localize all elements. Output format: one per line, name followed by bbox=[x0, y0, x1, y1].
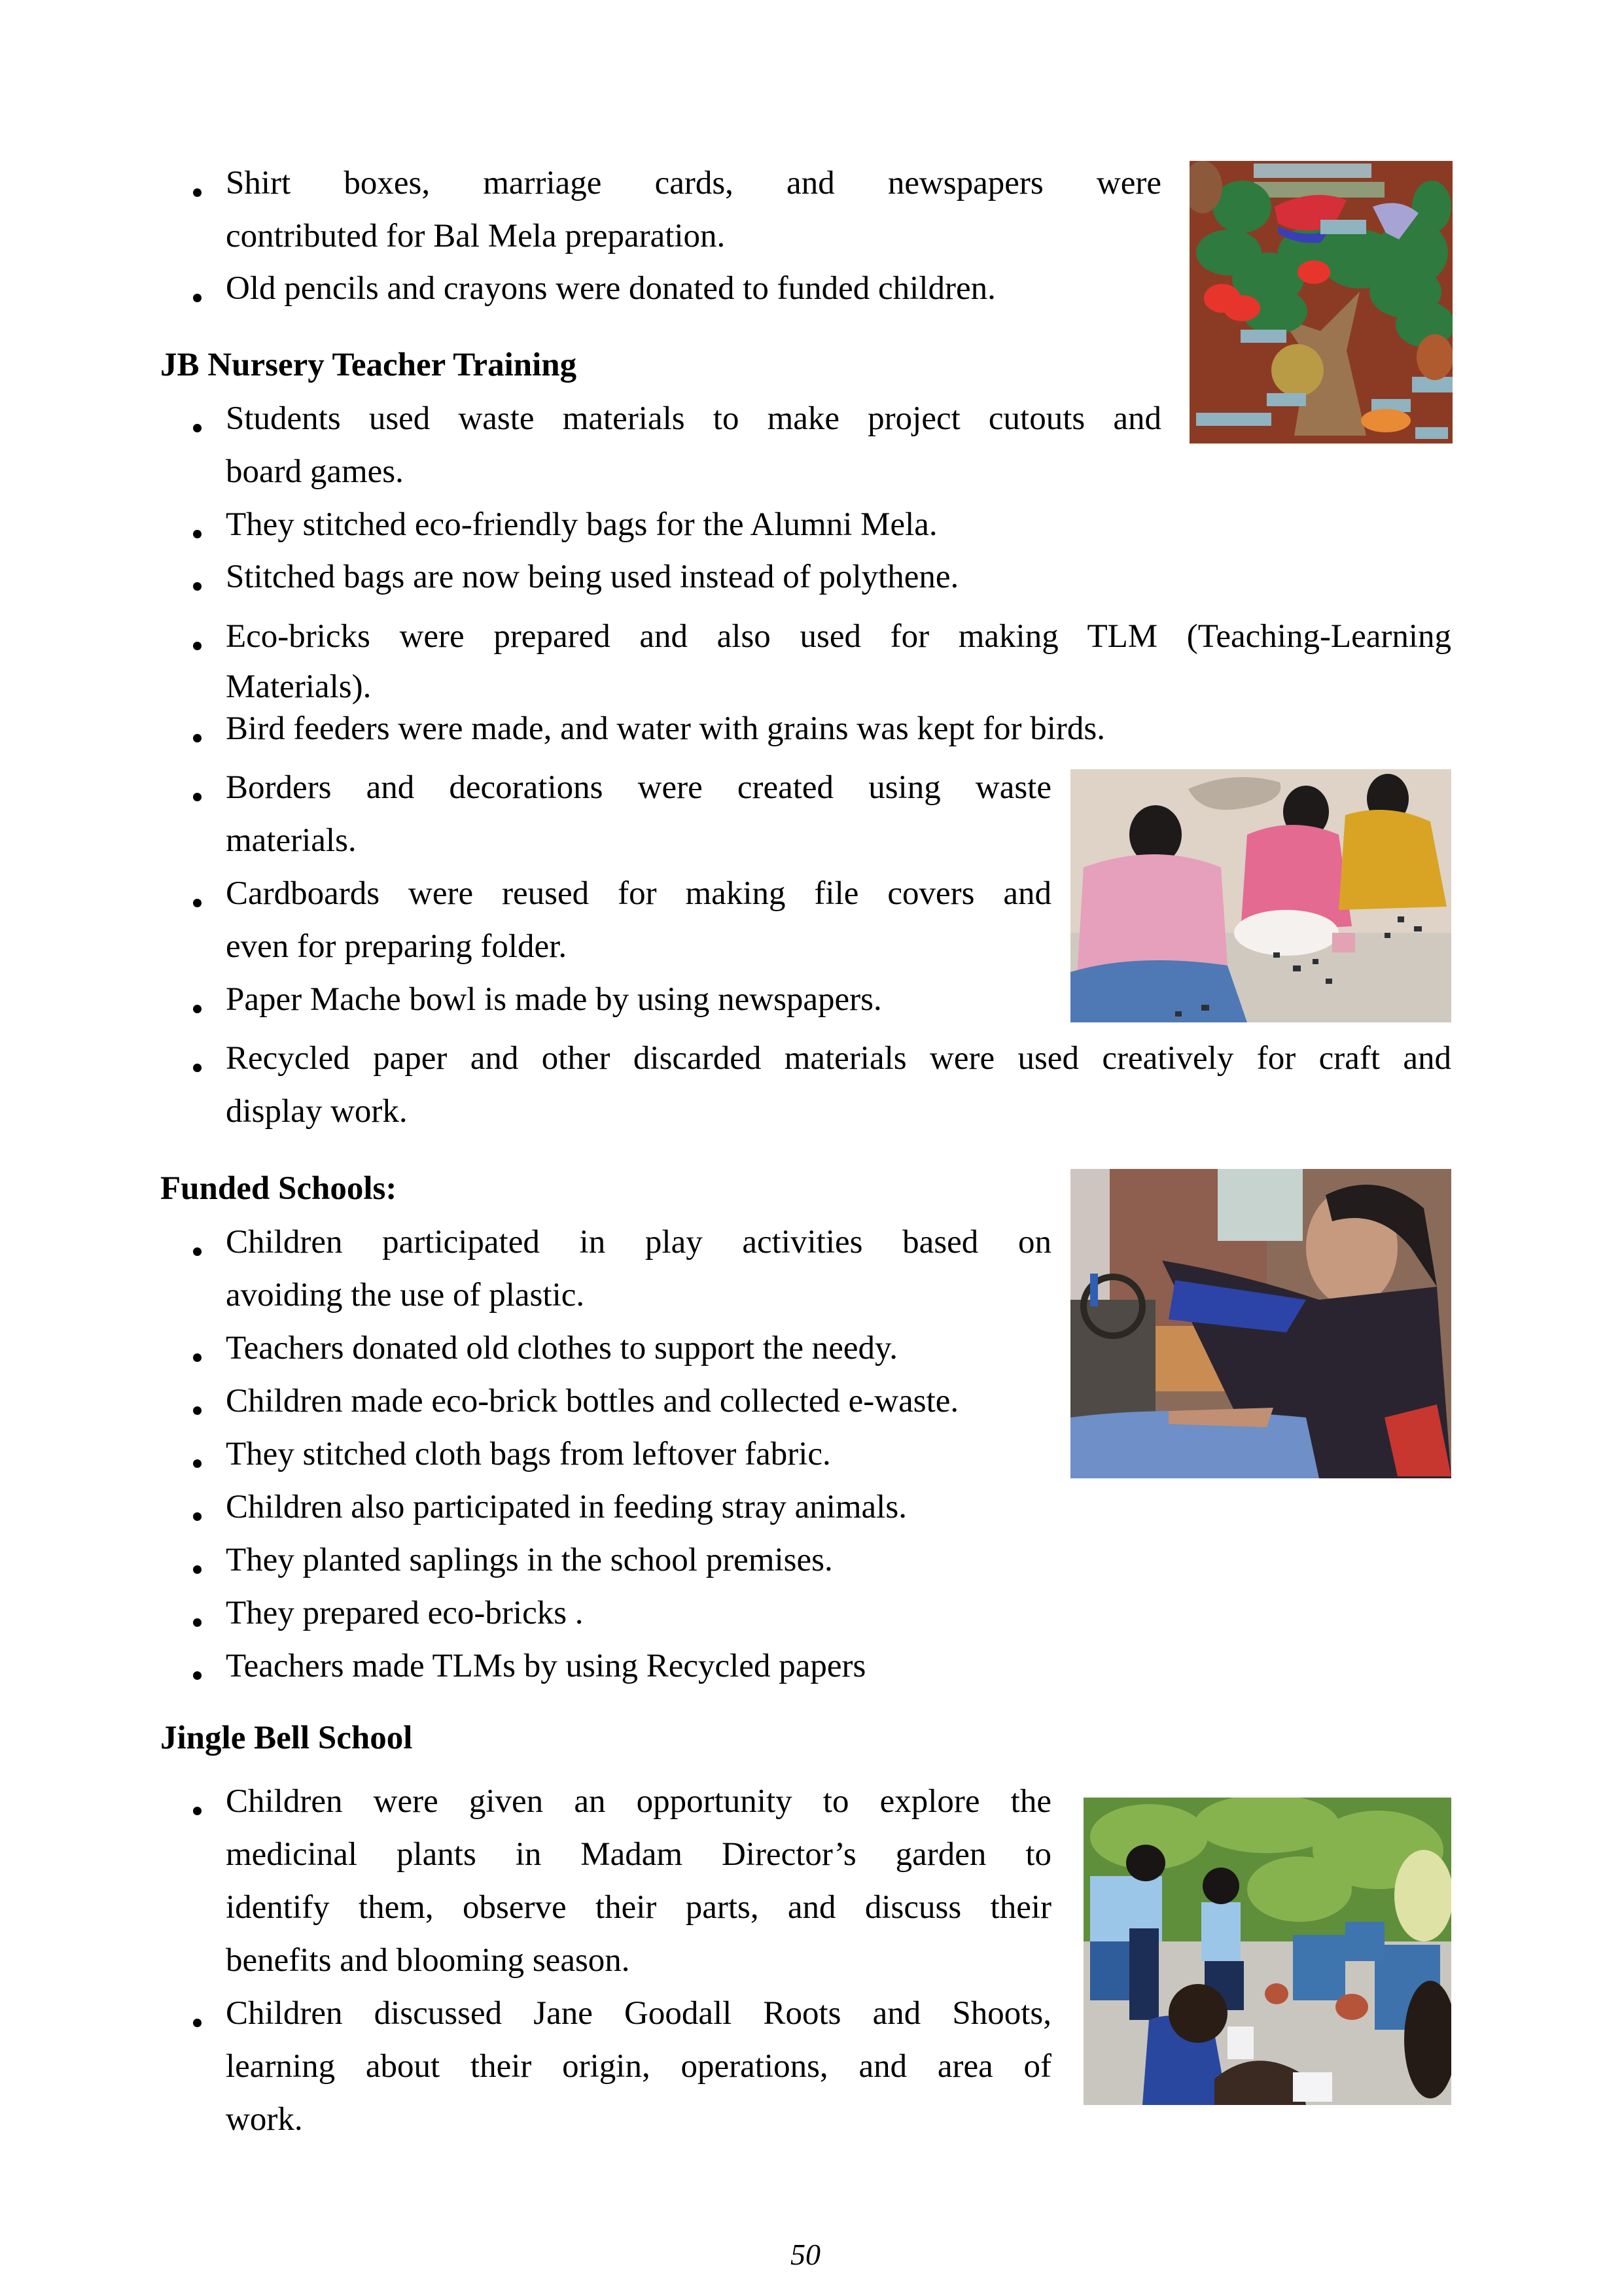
parts-of-tree-display-photo bbox=[1190, 161, 1453, 444]
bullet-icon bbox=[193, 642, 202, 650]
list-item-text: They stitched cloth bags from leftover fabric. bbox=[226, 1436, 831, 1472]
list-item-text: materials. bbox=[226, 822, 357, 859]
bullet-icon bbox=[193, 734, 202, 742]
section-heading-jb-nursery: JB Nursery Teacher Training bbox=[160, 347, 577, 383]
bullet-icon bbox=[193, 793, 202, 801]
bullet-icon bbox=[193, 2019, 202, 2027]
bullet-icon bbox=[193, 424, 202, 432]
bullet-icon bbox=[193, 1512, 202, 1521]
list-item-text: They prepared eco-bricks . bbox=[226, 1595, 584, 1631]
list-item-text: work. bbox=[226, 2101, 303, 2138]
list-item-text: medicinal plants in Madam Director’s garden to bbox=[226, 1836, 1051, 1873]
bullet-icon bbox=[193, 582, 202, 591]
sewing-scene-icon bbox=[1070, 1169, 1451, 1478]
section-heading-jingle-bell: Jingle Bell School bbox=[160, 1720, 413, 1756]
list-item-text: benefits and blooming season. bbox=[226, 1942, 630, 1979]
bullet-icon bbox=[193, 1807, 202, 1815]
list-item-text: They stitched eco-friendly bags for the Alumni Mela. bbox=[226, 506, 938, 543]
list-item-text: Children participated in play activities based on bbox=[226, 1224, 1051, 1261]
students-making-eco-bricks-photo bbox=[1070, 769, 1451, 1022]
bullet-icon bbox=[193, 294, 202, 302]
list-item-text: Teachers made TLMs by using Recycled papers bbox=[226, 1648, 866, 1684]
bullet-icon bbox=[193, 530, 202, 538]
list-item-text: Children discussed Jane Goodall Roots and Shoots, bbox=[226, 1995, 1051, 2032]
list-item-text: Materials). bbox=[226, 669, 372, 705]
list-item-text: Stitched bags are now being used instead of polythene. bbox=[226, 559, 959, 595]
list-item-text: Children also participated in feeding stray animals. bbox=[226, 1489, 907, 1525]
bullet-icon bbox=[193, 1064, 202, 1072]
list-item-text: display work. bbox=[226, 1093, 408, 1130]
list-item-text: Borders and decorations were created using waste bbox=[226, 769, 1051, 806]
garden-scene-icon bbox=[1084, 1798, 1451, 2105]
bullet-icon bbox=[193, 1005, 202, 1013]
list-item-text: Old pencils and crayons were donated to funded children. bbox=[226, 270, 996, 307]
list-item-text: Students used waste materials to make project cutouts and bbox=[226, 400, 1161, 437]
list-item-text: Bird feeders were made, and water with grains was kept for birds. bbox=[226, 710, 1105, 747]
bullet-icon bbox=[193, 188, 202, 197]
list-item-text: Children were given an opportunity to explore the bbox=[226, 1783, 1051, 1820]
bullet-icon bbox=[193, 1353, 202, 1362]
list-item-text: Paper Mache bowl is made by using newspapers. bbox=[226, 981, 882, 1018]
list-item-text: even for preparing folder. bbox=[226, 928, 567, 965]
list-item-text: They planted saplings in the school premises. bbox=[226, 1542, 833, 1578]
tree-illustration-icon bbox=[1190, 161, 1453, 444]
bullet-icon bbox=[193, 1459, 202, 1468]
eco-bricks-scene-icon bbox=[1070, 769, 1451, 1022]
bullet-icon bbox=[193, 1247, 202, 1256]
bullet-icon bbox=[193, 1618, 202, 1627]
list-item-text: learning about their origin, operations, and area of bbox=[226, 2048, 1051, 2085]
list-item-text: contributed for Bal Mela preparation. bbox=[226, 218, 726, 254]
list-item-text: Shirt boxes, marriage cards, and newspapers were bbox=[226, 165, 1161, 201]
bullet-icon bbox=[193, 1671, 202, 1680]
teacher-sewing-machine-photo bbox=[1070, 1169, 1451, 1478]
list-item-text: Cardboards were reused for making file covers and bbox=[226, 875, 1051, 912]
list-item-text: avoiding the use of plastic. bbox=[226, 1277, 585, 1313]
bullet-icon bbox=[193, 1406, 202, 1415]
list-item-text: Recycled paper and other discarded materials were used creatively for craft and bbox=[226, 1040, 1451, 1077]
list-item-text: board games. bbox=[226, 453, 404, 490]
bullet-icon bbox=[193, 1565, 202, 1574]
page-number: 50 bbox=[790, 2238, 821, 2271]
list-item-text: identify them, observe their parts, and discuss their bbox=[226, 1889, 1051, 1926]
list-item-text: Eco-bricks were prepared and also used for making TLM (Teaching-Learning bbox=[226, 618, 1451, 655]
section-heading-funded-schools: Funded Schools: bbox=[160, 1170, 397, 1207]
children-medicinal-garden-photo bbox=[1084, 1798, 1451, 2105]
list-item-text: Teachers donated old clothes to support the needy. bbox=[226, 1330, 898, 1366]
list-item-text: Children made eco-brick bottles and collected e-waste. bbox=[226, 1383, 959, 1419]
bullet-icon bbox=[193, 899, 202, 907]
